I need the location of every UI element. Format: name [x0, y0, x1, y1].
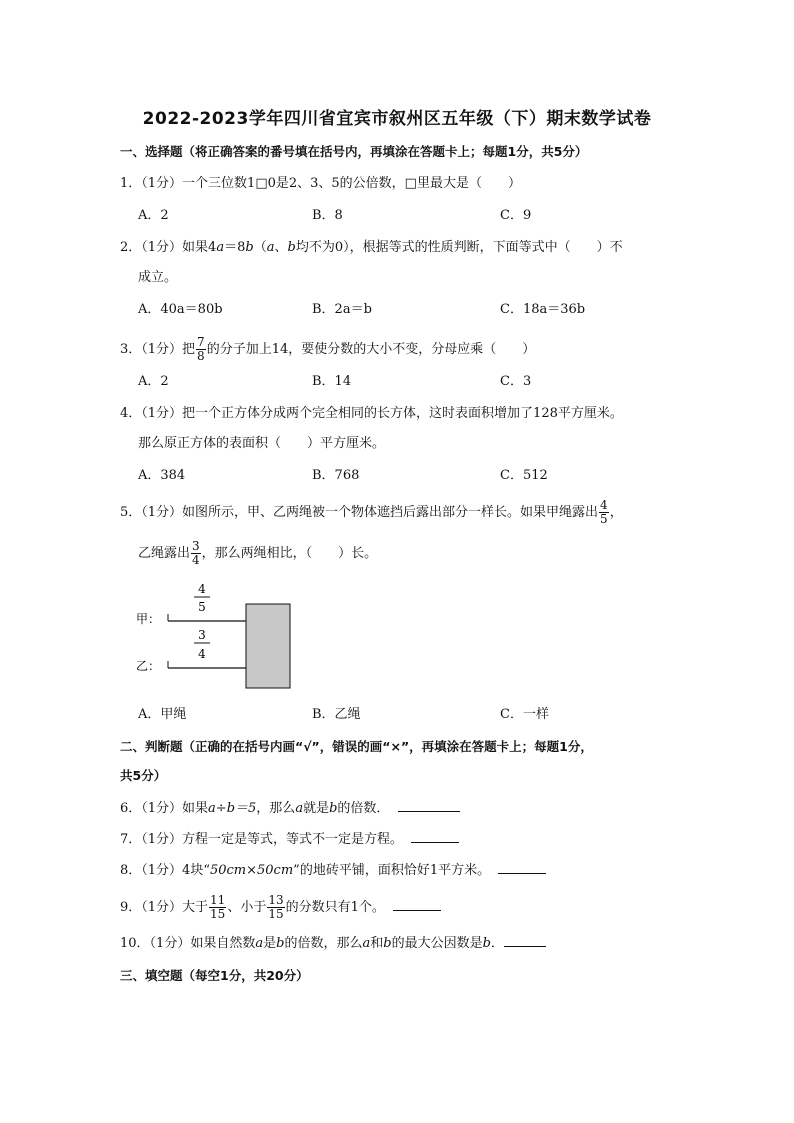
blocking-object: [246, 604, 290, 688]
jia-label: 甲：: [136, 612, 161, 626]
q9-fraction-1: [209, 894, 226, 921]
q1-option-a: A．2: [138, 208, 169, 223]
fraction-denominator: 5: [600, 512, 608, 526]
question-1: 1．（1分）一个三位数1□0是2、3、5的公倍数，□里最大是（ ）: [120, 176, 521, 191]
q9-text: 的分数只有1个。: [285, 900, 385, 915]
q10-text: 和: [370, 936, 384, 951]
q10-var-a: a: [255, 936, 264, 951]
q6-var-a: a: [295, 801, 304, 816]
q2-var-b: b: [245, 240, 254, 255]
q3-fraction: [196, 336, 206, 363]
q10-text: 是: [263, 936, 277, 951]
q8-expression: 50cm×50cm: [209, 863, 294, 878]
q7-text: 7．（1分）方程一定是等式，等式不一定是方程。: [120, 832, 404, 847]
q6-expression: a÷b＝5: [208, 801, 257, 816]
rope-figure: [136, 578, 296, 692]
jia-fraction-numerator: 4: [198, 582, 206, 596]
question-2: [120, 238, 623, 258]
q5-fraction-jia: [599, 499, 609, 526]
q1-option-c: C．9: [500, 208, 532, 223]
answer-blank[interactable]: [498, 861, 546, 874]
question-5: [120, 499, 623, 526]
q3-option-a: A．2: [138, 374, 169, 389]
fraction-denominator: 8: [197, 349, 205, 363]
fraction-numerator: 3: [192, 539, 200, 553]
q2-text: ＝8: [224, 240, 246, 255]
q2-text: 均不为0），根据等式的性质判断，下面等式中（ ）不: [295, 240, 623, 255]
q2-option-c: C．18a＝36b: [500, 302, 586, 317]
q9-text: 9．（1分）大于: [120, 900, 209, 915]
answer-blank[interactable]: [411, 830, 459, 843]
fraction-numerator: 13: [268, 893, 284, 907]
fraction-numerator: 11: [210, 893, 226, 907]
fraction-denominator: 15: [210, 907, 226, 921]
q8-text: 8．（1分）4块“: [120, 863, 210, 878]
yi-fraction-denominator: 4: [198, 647, 206, 661]
question-2-line2: 成立。: [138, 270, 178, 285]
section-1-heading: 一、选择题（将正确答案的番号填在括号内，再填涂在答题卡上；每题1分，共5分）: [120, 144, 588, 159]
q10-var-b: b: [482, 936, 491, 951]
yi-label: 乙：: [136, 659, 161, 673]
q3-option-c: C．3: [500, 374, 532, 389]
q6-text: 6．（1分）如果: [120, 801, 209, 816]
question-3: [120, 336, 535, 363]
q5-option-b: B．乙绳: [312, 707, 361, 722]
answer-blank[interactable]: [398, 799, 460, 812]
question-6: [120, 799, 460, 819]
answer-blank[interactable]: [504, 934, 546, 947]
yi-fraction-numerator: 3: [198, 628, 206, 642]
question-10: [120, 934, 546, 954]
page-title: 2022-2023学年四川省宜宾市叙州区五年级（下）期末数学试卷: [142, 109, 652, 129]
q6-text: 的倍数．: [337, 801, 390, 816]
section-3-heading: 三、填空题（每空1分，共20分）: [120, 968, 309, 983]
q5-text: ，: [609, 505, 623, 520]
q2-text: 、: [274, 240, 288, 255]
q2-text: （: [253, 240, 267, 255]
q5-text: 乙绳露出: [138, 546, 191, 561]
q3-option-b: B．14: [312, 374, 352, 389]
section-2-heading-line2: 共5分）: [120, 768, 167, 783]
q6-text: ，那么: [256, 801, 296, 816]
q10-var-b: b: [383, 936, 392, 951]
q10-var-b: b: [276, 936, 285, 951]
q3-text: 的分子加上14，要使分数的大小不变，分母应乘（ ）: [206, 342, 536, 357]
fraction-denominator: 15: [268, 907, 284, 921]
section-2-heading: 二、判断题（正确的在括号内画“√”，错误的画“×”，再填涂在答题卡上；每题1分，: [120, 739, 593, 754]
q6-text: 就是: [303, 801, 330, 816]
fraction-numerator: 7: [197, 335, 205, 349]
q4-option-c: C．512: [500, 468, 548, 483]
q9-text: 、小于: [227, 900, 267, 915]
q2-option-a: A．40a＝80b: [138, 302, 223, 317]
q5-text: ，那么两绳相比，（ ）长。: [201, 546, 378, 561]
fraction-denominator: 4: [192, 553, 200, 567]
q10-text: ．: [490, 936, 504, 951]
q2-text: 2．（1分）如果4: [120, 240, 217, 255]
q10-text: 的倍数，那么: [284, 936, 363, 951]
q6-var-b: b: [329, 801, 338, 816]
q10-text: 的最大公因数是: [391, 936, 483, 951]
q2-option-b: B．2a＝b: [312, 302, 372, 317]
q2-var-a: a: [216, 240, 225, 255]
q4-option-b: B．768: [312, 468, 360, 483]
q10-text: 10．（1分）如果自然数: [120, 936, 256, 951]
q9-fraction-2: [267, 894, 284, 921]
question-5-line2: [138, 540, 377, 567]
rope-diagram: [136, 578, 296, 692]
question-9: [120, 894, 441, 921]
fraction-numerator: 4: [600, 498, 608, 512]
q5-text: 5．（1分）如图所示，甲、乙两绳被一个物体遮挡后露出部分一样长。如果甲绳露出: [120, 505, 599, 520]
q3-text: 3．（1分）把: [120, 342, 196, 357]
q1-option-b: B．8: [312, 208, 343, 223]
answer-blank[interactable]: [393, 898, 441, 911]
question-4: 4．（1分）把一个正方体分成两个完全相同的长方体，这时表面积增加了128平方厘米。: [120, 406, 623, 421]
jia-fraction-denominator: 5: [198, 600, 206, 614]
q10-var-a: a: [362, 936, 371, 951]
question-7: [120, 830, 459, 850]
question-8: [120, 861, 546, 881]
q4-option-a: A．384: [138, 468, 186, 483]
q5-option-c: C．一样: [500, 707, 549, 722]
question-4-line2: 那么原正方体的表面积（ ）平方厘米。: [138, 436, 386, 451]
q8-text: ”的地砖平铺，面积恰好1平方米。: [293, 863, 491, 878]
q5-option-a: A．甲绳: [138, 707, 187, 722]
q5-fraction-yi: [191, 540, 201, 567]
q2-var-a: a: [266, 240, 275, 255]
q2-var-b: b: [287, 240, 296, 255]
